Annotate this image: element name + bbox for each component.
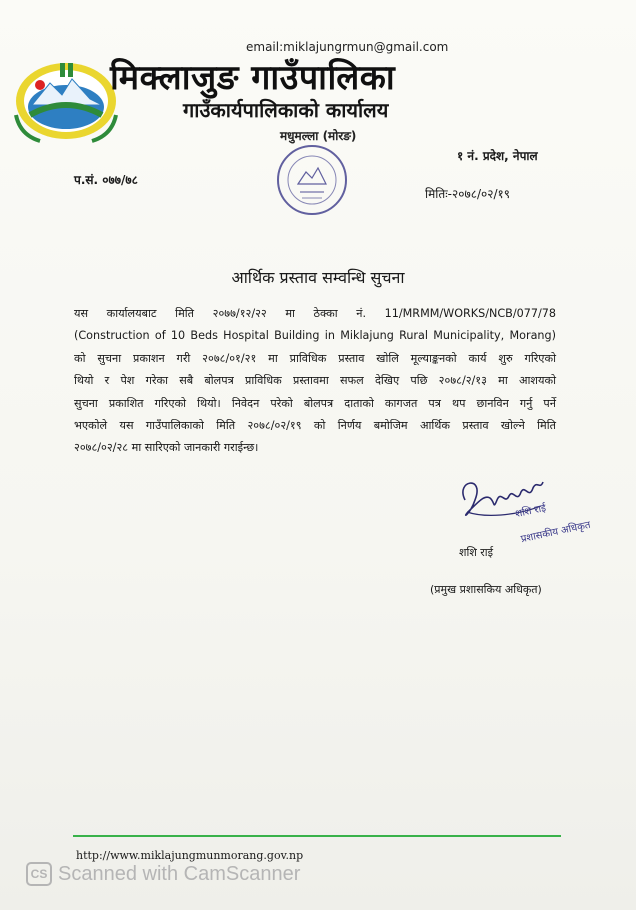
- letter-date: मितिः-२०७८/०२/१९: [425, 187, 510, 201]
- body-line: यस कार्यालयबाट मिति २०७७/१२/२२ मा ठेक्का नं. 11/MRMM/WORKS/NCB/077/78: [74, 307, 556, 320]
- header-email: email:miklajungrmun@gmail.com: [246, 40, 449, 54]
- notice-subject: आर्थिक प्रस्ताव सम्वन्धि सुचना: [231, 268, 405, 287]
- signature-stamp-title: प्रशासकीय अधिकृत: [519, 519, 592, 546]
- watermark-text: Scanned with CamScanner: [58, 862, 301, 885]
- body-line: भएकोले यस गाउँपालिकाको मिति २०७८/०२/१९ को निर्णय बमोजिम आर्थिक प्रस्ताव खोल्ने मिति: [74, 419, 556, 433]
- notice-body: [74, 303, 556, 460]
- office-seal-icon: [272, 140, 352, 220]
- signer-designation: (प्रमुख प्रशासकिय अधिकृत): [430, 583, 542, 596]
- scanner-watermark: [26, 862, 300, 886]
- body-line: को सुचना प्रकाशन गरी २०७८/०१/२१ मा प्राविधिक प्रस्ताव खोलि मूल्याङ्कनको कार्य शुरु गरिएको: [74, 351, 556, 365]
- body-line: (Construction of 10 Beds Hospital Building in Miklajung Rural Municipality, Morang): [74, 329, 556, 343]
- footer-website: http://www.miklajungmunmorang.gov.np: [76, 849, 304, 862]
- municipality-logo-icon: [10, 55, 122, 147]
- signer-name: शशि राई: [459, 546, 494, 559]
- signature-stamp-name: शशि राई: [514, 502, 548, 521]
- office-title: गाउँकार्यपालिकाको कार्यालय: [183, 98, 389, 122]
- body-line: २०७८/०२/२८ मा सारिएको जानकारी गराईन्छ।: [74, 441, 259, 455]
- body-line: सुचना प्रकाशित गरिएको थियो। निवेदन परेको बोलपत्र दाताको कागजत पत्र थप छानविन गर्नु पर्ने: [74, 396, 556, 410]
- reference-number: प.सं. ०७७/७८: [74, 173, 138, 187]
- camscanner-icon: CS: [26, 862, 52, 886]
- municipality-title: मिक्लाजुङ गाउँपालिका: [110, 58, 396, 98]
- body-line: थियो र पेश गरेका सबै बोलपत्र प्राविधिक प्रस्तावमा सफल देखिए पछि २०७८/२/१३ मा आशयको: [74, 374, 556, 388]
- province-label: १ नं. प्रदेश, नेपाल: [457, 149, 538, 163]
- footer-divider: [73, 835, 561, 837]
- office-location: मधुमल्ला (मोरङ): [280, 129, 357, 143]
